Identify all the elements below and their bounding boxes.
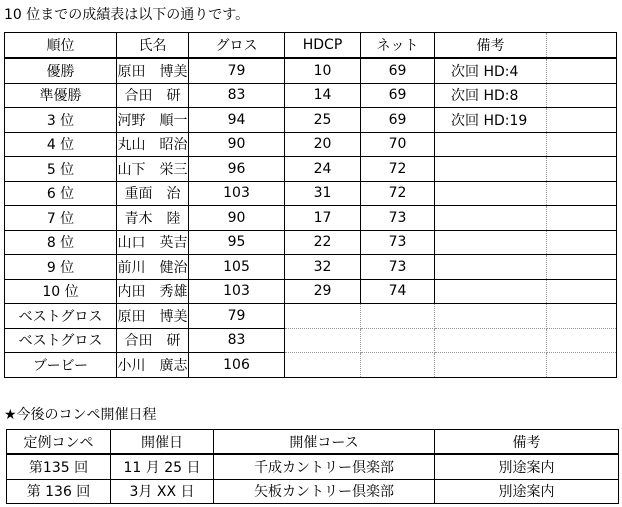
note-cell	[435, 304, 547, 329]
note-cell	[435, 328, 547, 353]
hdcp-cell: 32	[285, 255, 361, 280]
gross-cell: 83	[189, 83, 285, 108]
empty-cell	[547, 279, 617, 304]
net-cell: 70	[361, 132, 435, 157]
header-comp: 定例コンペ	[7, 430, 111, 455]
rank-cell: 4 位	[5, 132, 117, 157]
net-cell: 73	[361, 206, 435, 231]
rank-cell: ベストグロス	[5, 328, 117, 353]
schedule-table	[6, 429, 619, 504]
header-rank: 順位	[5, 33, 117, 59]
header-hdcp: HDCP	[285, 33, 361, 59]
gross-cell: 94	[189, 108, 285, 133]
hdcp-cell: 29	[285, 279, 361, 304]
header-gross: グロス	[189, 33, 285, 59]
note-cell	[435, 255, 547, 280]
gross-cell: 95	[189, 230, 285, 255]
rank-cell: 10 位	[5, 279, 117, 304]
table-row	[5, 353, 617, 378]
gross-cell: 106	[189, 353, 285, 378]
rank-cell: 9 位	[5, 255, 117, 280]
gross-cell: 105	[189, 255, 285, 280]
net-cell: 72	[361, 181, 435, 206]
comp-cell: 第 136 回	[7, 479, 111, 504]
note-cell: 次回 HD:19	[435, 108, 547, 133]
comp-cell: 第135 回	[7, 454, 111, 479]
header-net: ネット	[361, 33, 435, 59]
rank-cell: 7 位	[5, 206, 117, 231]
note-cell: 別途案内	[435, 454, 619, 479]
note-cell: 次回 HD:8	[435, 83, 547, 108]
rank-cell: 3 位	[5, 108, 117, 133]
table-row	[5, 157, 617, 182]
table-row	[5, 58, 617, 83]
note-cell	[435, 353, 547, 378]
rank-cell: ベストグロス	[5, 304, 117, 329]
net-cell: 73	[361, 255, 435, 280]
table-row	[7, 479, 619, 504]
header-note: 備考	[435, 33, 547, 59]
table-row	[5, 230, 617, 255]
rank-cell: 5 位	[5, 157, 117, 182]
table-row	[5, 206, 617, 231]
name-cell: 内田 秀雄	[117, 279, 189, 304]
gross-cell: 103	[189, 181, 285, 206]
net-cell: 69	[361, 83, 435, 108]
hdcp-cell: 17	[285, 206, 361, 231]
table-row	[7, 454, 619, 479]
name-cell: 原田 博美	[117, 58, 189, 83]
name-cell: 丸山 昭治	[117, 132, 189, 157]
net-cell	[361, 328, 435, 353]
net-cell: 69	[361, 58, 435, 83]
table-row	[5, 108, 617, 133]
name-cell: 重面 治	[117, 181, 189, 206]
net-cell: 69	[361, 108, 435, 133]
hdcp-cell	[285, 304, 361, 329]
header-date: 開催日	[111, 430, 214, 455]
table-row	[5, 181, 617, 206]
gross-cell: 90	[189, 206, 285, 231]
name-cell: 原田 博美	[117, 304, 189, 329]
name-cell: 山下 栄三	[117, 157, 189, 182]
note-cell	[435, 181, 547, 206]
empty-cell	[547, 255, 617, 280]
hdcp-cell: 24	[285, 157, 361, 182]
rank-cell: 8 位	[5, 230, 117, 255]
table-row	[5, 83, 617, 108]
empty-cell	[547, 58, 617, 83]
net-cell: 73	[361, 230, 435, 255]
header-note: 備考	[435, 430, 619, 455]
note-cell	[435, 157, 547, 182]
net-cell	[361, 304, 435, 329]
results-header-row	[5, 33, 617, 59]
hdcp-cell: 20	[285, 132, 361, 157]
course-cell: 矢板カントリー倶楽部	[214, 479, 435, 504]
empty-cell	[547, 206, 617, 231]
net-cell: 72	[361, 157, 435, 182]
rank-cell: 準優勝	[5, 83, 117, 108]
hdcp-cell: 10	[285, 58, 361, 83]
table-row	[5, 132, 617, 157]
date-cell: 11 月 25 日	[111, 454, 214, 479]
table-row	[5, 255, 617, 280]
empty-cell	[547, 230, 617, 255]
name-cell: 合田 研	[117, 83, 189, 108]
hdcp-cell: 25	[285, 108, 361, 133]
course-cell: 千成カントリー倶楽部	[214, 454, 435, 479]
page-title: 10 位までの成績表は以下の通りです。	[4, 7, 250, 23]
note-cell	[435, 279, 547, 304]
schedule-title: ★今後のコンペ開催日程	[4, 407, 157, 423]
hdcp-cell: 14	[285, 83, 361, 108]
gross-cell: 103	[189, 279, 285, 304]
note-cell	[435, 230, 547, 255]
hdcp-cell: 31	[285, 181, 361, 206]
hdcp-cell: 22	[285, 230, 361, 255]
empty-cell	[547, 353, 617, 378]
empty-cell	[547, 108, 617, 133]
name-cell: 合田 研	[117, 328, 189, 353]
note-cell	[435, 132, 547, 157]
name-cell: 青木 陸	[117, 206, 189, 231]
name-cell: 河野 順一	[117, 108, 189, 133]
rank-cell: 優勝	[5, 58, 117, 83]
empty-cell	[547, 83, 617, 108]
rank-cell: 6 位	[5, 181, 117, 206]
hdcp-cell	[285, 353, 361, 378]
gross-cell: 79	[189, 304, 285, 329]
empty-cell	[547, 328, 617, 353]
table-row	[5, 279, 617, 304]
results-table	[4, 32, 617, 378]
note-cell: 次回 HD:4	[435, 58, 547, 83]
gross-cell: 79	[189, 58, 285, 83]
rank-cell: ブービー	[5, 353, 117, 378]
table-row	[5, 304, 617, 329]
empty-cell	[547, 157, 617, 182]
empty-cell	[547, 132, 617, 157]
header-course: 開催コース	[214, 430, 435, 455]
empty-cell	[547, 181, 617, 206]
gross-cell: 90	[189, 132, 285, 157]
net-cell: 74	[361, 279, 435, 304]
net-cell	[361, 353, 435, 378]
header-empty	[547, 33, 617, 59]
note-cell	[435, 206, 547, 231]
name-cell: 小川 廣志	[117, 353, 189, 378]
gross-cell: 83	[189, 328, 285, 353]
table-row	[5, 328, 617, 353]
schedule-header-row	[7, 430, 619, 455]
gross-cell: 96	[189, 157, 285, 182]
date-cell: 3月 XX 日	[111, 479, 214, 504]
name-cell: 山口 英吉	[117, 230, 189, 255]
hdcp-cell	[285, 328, 361, 353]
name-cell: 前川 健治	[117, 255, 189, 280]
header-name: 氏名	[117, 33, 189, 59]
note-cell: 別途案内	[435, 479, 619, 504]
empty-cell	[547, 304, 617, 329]
